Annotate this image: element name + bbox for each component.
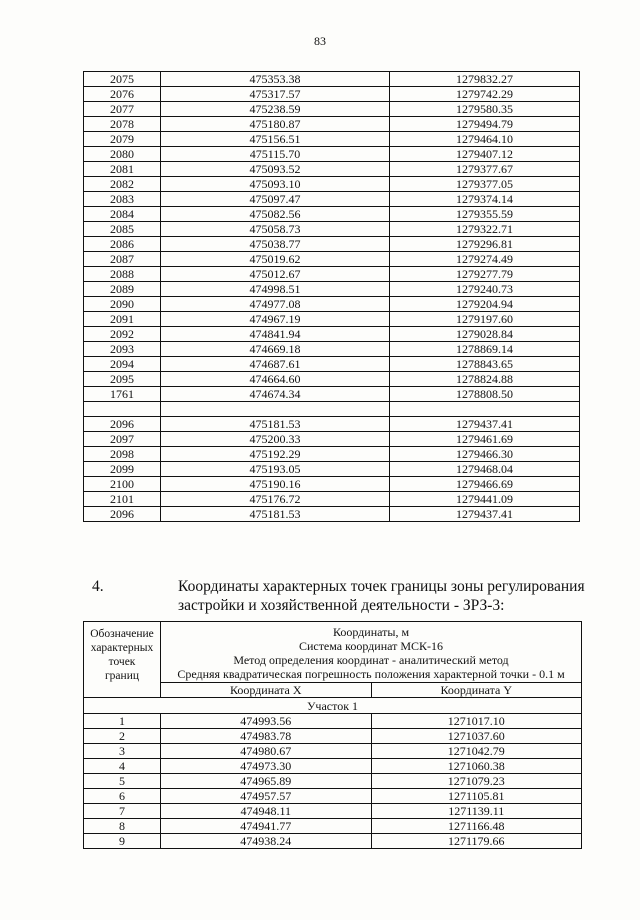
section-number: 4. [92,578,104,595]
coordinate-x-cell: 475200.33 [161,432,390,447]
point-id-cell: 1761 [84,387,161,402]
point-id-cell: 2097 [84,432,161,447]
point-id-cell: 2077 [84,102,161,117]
table-row [84,342,580,357]
point-id-cell: 6 [84,789,161,804]
point-id-cell: 2085 [84,222,161,237]
coordinate-x-cell: 474983.78 [161,729,372,744]
coordinate-x-cell: 474993.56 [161,714,372,729]
coordinate-x-cell: 475181.53 [161,417,390,432]
coordinate-x-cell: 475193.05 [161,462,390,477]
coordinate-y-cell: 1279197.60 [390,312,580,327]
coordinate-y-cell: 1271042.79 [371,744,582,759]
coordinate-y-header: Координата Y [371,683,582,698]
point-id-cell: 2084 [84,207,161,222]
coordinate-y-cell: 1278808.50 [390,387,580,402]
coordinate-x-cell: 474938.24 [161,834,372,849]
table-row [84,714,582,729]
coordinate-x-cell: 474674.34 [161,387,390,402]
coordinate-y-cell: 1279466.69 [390,477,580,492]
point-id-cell: 2092 [84,327,161,342]
point-id-cell: 2098 [84,447,161,462]
coordinate-y-cell: 1279832.27 [390,72,580,87]
coordinate-x-cell: 475180.87 [161,117,390,132]
coordinate-x-cell: 475238.59 [161,102,390,117]
coordinate-x-cell: 475317.57 [161,87,390,102]
coordinate-x-cell: 474957.57 [161,789,372,804]
header-line: Метод определения координат - аналитический метод [233,653,509,667]
point-id-cell: 3 [84,744,161,759]
coordinate-y-cell: 1271166.48 [371,819,582,834]
coordinate-y-cell: 1278869.14 [390,342,580,357]
coordinate-y-cell: 1271139.11 [371,804,582,819]
point-id-cell: 2091 [84,312,161,327]
plot-subheader: Участок 1 [84,698,582,714]
table-row [84,237,580,252]
table-row [84,759,582,774]
coordinate-y-cell: 1279277.79 [390,267,580,282]
table-row [84,312,580,327]
table-row [84,357,580,372]
table-row [84,177,580,192]
header-line: Средняя квадратическая погрешность положения характерной точки - 0.1 м [177,667,565,681]
coordinate-y-cell: 1278824.88 [390,372,580,387]
coordinate-y-cell: 1279377.67 [390,162,580,177]
coordinate-x-cell: 475192.29 [161,447,390,462]
point-id-cell: 9 [84,834,161,849]
table-row [84,834,582,849]
point-id-cell: 2082 [84,177,161,192]
coordinate-y-cell: 1271060.38 [371,759,582,774]
coordinate-x-cell: 475019.62 [161,252,390,267]
point-label-header [84,622,161,698]
coordinates-table-continued [83,71,580,522]
table-row [84,387,580,402]
coordinate-x-cell: 475093.52 [161,162,390,177]
coordinate-y-cell: 1279355.59 [390,207,580,222]
coordinate-x-cell: 474948.11 [161,804,372,819]
point-id-cell: 2099 [84,462,161,477]
coordinate-y-cell: 1279742.29 [390,87,580,102]
table-row [84,147,580,162]
coordinate-x-cell [161,402,390,417]
zrz3-coordinates-table [83,621,582,849]
point-id-cell: 2096 [84,417,161,432]
point-id-cell [84,402,161,417]
coordinate-x-cell: 474841.94 [161,327,390,342]
coordinate-y-cell: 1279466.30 [390,447,580,462]
coordinate-x-cell: 474998.51 [161,282,390,297]
point-id-cell: 2089 [84,282,161,297]
point-id-cell: 2088 [84,267,161,282]
table-row [84,72,580,87]
coordinate-x-cell: 475097.47 [161,192,390,207]
zrz3-table-body [84,622,582,849]
coordinate-y-cell: 1279374.14 [390,192,580,207]
section-title: Координаты характерных точек границы зоны регулирования застройки и хозяйственной деятельности - ЗРЗ-3: [178,578,585,614]
header-line: точек [108,656,136,668]
table-row [84,492,580,507]
table-row [84,192,580,207]
coordinate-x-cell: 475115.70 [161,147,390,162]
coordinate-y-cell: 1279322.71 [390,222,580,237]
coordinate-x-cell: 475176.72 [161,492,390,507]
table-row [84,462,580,477]
coordinate-y-cell: 1279240.73 [390,282,580,297]
page-number: 83 [314,34,326,48]
point-id-cell: 8 [84,819,161,834]
table-row [84,477,580,492]
coordinate-y-cell: 1271037.60 [371,729,582,744]
point-id-cell: 2083 [84,192,161,207]
point-id-cell: 7 [84,804,161,819]
coordinate-x-cell: 474967.19 [161,312,390,327]
point-id-cell: 2075 [84,72,161,87]
coordinate-x-header: Координата X [161,683,372,698]
point-id-cell: 2080 [84,147,161,162]
coordinate-y-cell: 1271179.66 [371,834,582,849]
table-row [84,117,580,132]
coordinate-y-cell: 1279461.69 [390,432,580,447]
coordinate-x-cell: 475181.53 [161,507,390,522]
table-row [84,102,580,117]
table-row [84,327,580,342]
table-row [84,267,580,282]
coordinate-x-cell: 474941.77 [161,819,372,834]
table-header-row [84,622,582,683]
point-id-cell: 5 [84,774,161,789]
coordinate-x-cell: 474687.61 [161,357,390,372]
coordinate-y-cell: 1271017.10 [371,714,582,729]
table-row [84,729,582,744]
table-row [84,297,580,312]
coordinate-x-cell: 475190.16 [161,477,390,492]
coordinate-y-cell: 1271079.23 [371,774,582,789]
coordinate-y-cell: 1279464.10 [390,132,580,147]
coordinate-y-cell: 1279437.41 [390,417,580,432]
table-row [84,774,582,789]
point-id-cell: 2 [84,729,161,744]
coordinate-x-cell: 475353.38 [161,72,390,87]
table-row [84,507,580,522]
point-id-cell: 2086 [84,237,161,252]
coordinate-y-cell: 1279580.35 [390,102,580,117]
coordinate-y-cell: 1279407.12 [390,147,580,162]
point-id-cell: 2078 [84,117,161,132]
table-row [84,222,580,237]
table-separator-row [84,402,580,417]
coordinate-y-cell: 1279377.05 [390,177,580,192]
table-row [84,372,580,387]
point-id-cell: 2100 [84,477,161,492]
table-row [84,804,582,819]
plot-subheader-row [84,698,582,714]
coordinate-x-cell: 475012.67 [161,267,390,282]
point-id-cell: 4 [84,759,161,774]
coordinate-x-cell: 474664.60 [161,372,390,387]
coordinate-x-cell: 475093.10 [161,177,390,192]
point-id-cell: 2095 [84,372,161,387]
table-row [84,162,580,177]
header-line: Координаты, м [332,625,410,639]
coordinate-y-cell: 1271105.81 [371,789,582,804]
coordinate-x-cell: 474669.18 [161,342,390,357]
table-row [84,789,582,804]
point-id-cell: 1 [84,714,161,729]
table-row [84,744,582,759]
coordinate-y-cell: 1279274.49 [390,252,580,267]
coordinate-y-cell: 1278843.65 [390,357,580,372]
header-line: Обозначение [90,628,154,640]
point-id-cell: 2093 [84,342,161,357]
coordinate-x-cell: 475038.77 [161,237,390,252]
coordinate-x-cell: 475156.51 [161,132,390,147]
coordinate-y-cell: 1279028.84 [390,327,580,342]
coordinate-y-cell: 1279296.81 [390,237,580,252]
coordinate-y-cell [390,402,580,417]
table-row [84,417,580,432]
table-row [84,132,580,147]
point-id-cell: 2087 [84,252,161,267]
table-row [84,282,580,297]
header-line: характерных [90,642,154,654]
table-row [84,432,580,447]
coordinate-x-cell: 474980.67 [161,744,372,759]
coordinate-x-cell: 474977.08 [161,297,390,312]
coordinate-y-cell: 1279494.79 [390,117,580,132]
header-line: Система координат МСК-16 [298,639,444,653]
point-id-cell: 2079 [84,132,161,147]
coordinate-y-cell: 1279437.41 [390,507,580,522]
table-row [84,252,580,267]
coordinate-y-cell: 1279441.09 [390,492,580,507]
point-id-cell: 2101 [84,492,161,507]
coordinate-x-cell: 474973.30 [161,759,372,774]
coordinate-x-cell: 474965.89 [161,774,372,789]
point-id-cell: 2090 [84,297,161,312]
coordinate-y-cell: 1279468.04 [390,462,580,477]
table-row [84,447,580,462]
coordinate-system-header [161,622,582,683]
point-id-cell: 2076 [84,87,161,102]
point-id-cell: 2081 [84,162,161,177]
coordinate-x-cell: 475058.73 [161,222,390,237]
point-id-cell: 2096 [84,507,161,522]
table-row [84,207,580,222]
table-row [84,87,580,102]
table-row [84,819,582,834]
coordinate-y-cell: 1279204.94 [390,297,580,312]
header-line: границ [104,670,140,682]
coordinate-x-cell: 475082.56 [161,207,390,222]
coordinates-table-body [84,72,580,522]
point-id-cell: 2094 [84,357,161,372]
